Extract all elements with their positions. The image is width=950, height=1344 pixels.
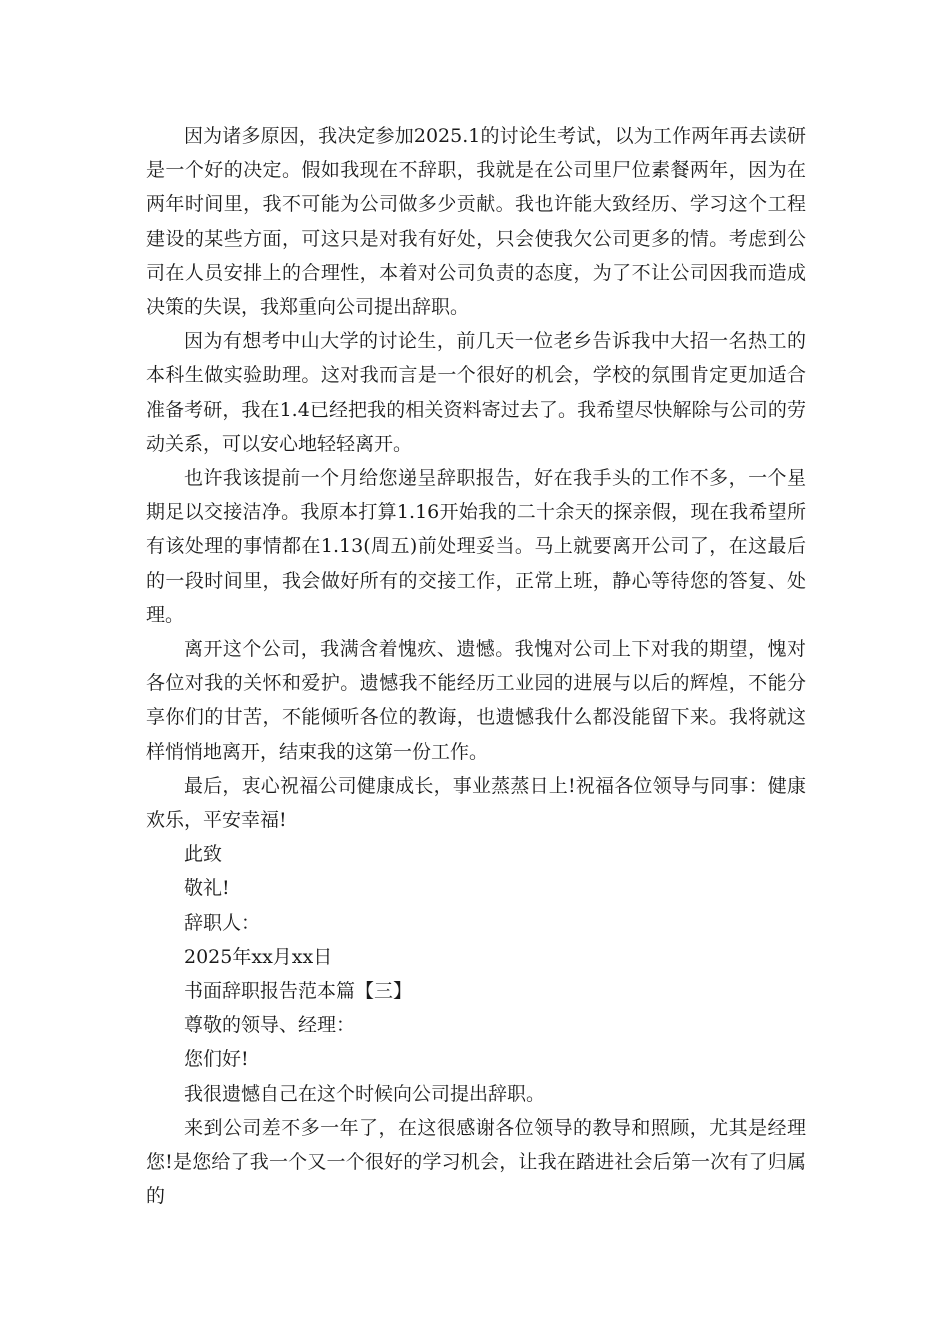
- paragraph-gratitude: 来到公司差不多一年了，在这很感谢各位领导的教导和照顾，尤其是经理您!是您给了我一个又一个很好的学习机会，让我在踏进社会后第一次有了归属的: [146, 1116, 806, 1208]
- opening-line: 我很遗憾自己在这个时候向公司提出辞职。: [184, 1082, 546, 1105]
- closing-greeting-1: 此致: [184, 843, 223, 866]
- paragraph-handover: 也许我该提前一个月给您递呈辞职报告，好在我手头的工作不多，一个星期足以交接洁净。我原本打算1.16开始我的二十余天的探亲假，现在我希望所有该处理的事情都在1.13(周五)前处理妥当。马上就要离开公司了，在这最后的一段时间里，我会做好所有的交接工作，正常上班，静心等待您的答复、处理。: [146, 467, 806, 626]
- signer-label: 辞职人：: [184, 911, 261, 934]
- paragraph-regret: 离开这个公司，我满含着愧疚、遗憾。我愧对公司上下对我的期望，愧对各位对我的关怀和爱护。遗憾我不能经历工业园的进展与以后的辉煌，不能分享你们的甘苦，不能倾听各位的教诲，也遗憾我什么都没能留下来。我将就这样悄悄地离开，结束我的这第一份工作。: [146, 638, 806, 763]
- paragraph-opportunity: 因为有想考中山大学的讨论生，前几天一位老乡告诉我中大招一名热工的本科生做实验助理。这对我而言是一个很好的机会，学校的氛围肯定更加适合准备考研，我在1.4已经把我的相关资料寄过去了。我希望尽快解除与公司的劳动关系，可以安心地轻轻离开。: [146, 330, 806, 455]
- paragraph-wishes: 最后，衷心祝福公司健康成长，事业蒸蒸日上!祝福各位领导与同事：健康欢乐，平安幸福!: [146, 774, 806, 832]
- hello-line: 您们好!: [184, 1048, 249, 1071]
- salutation: 尊敬的领导、经理：: [184, 1014, 356, 1037]
- paragraph-reason: 因为诸多原因，我决定参加2025.1的讨论生考试，以为工作两年再去读研是一个好的决定。假如我现在不辞职，我就是在公司里尸位素餐两年，因为在两年时间里，我不可能为公司做多少贡献。我也许能大致经历、学习这个工程建设的某些方面，可这只是对我有好处，只会使我欠公司更多的情。考虑到公司在人员安排上的合理性，本着对公司负责的态度，为了不让公司因我而造成决策的失误，我郑重向公司提出辞职。: [146, 125, 806, 319]
- signature-date: 2025年xx月xx日: [184, 945, 333, 968]
- section-title: 书面辞职报告范本篇【三】: [184, 980, 413, 1003]
- closing-greeting-2: 敬礼!: [184, 877, 230, 900]
- document-body: [146, 119, 806, 1214]
